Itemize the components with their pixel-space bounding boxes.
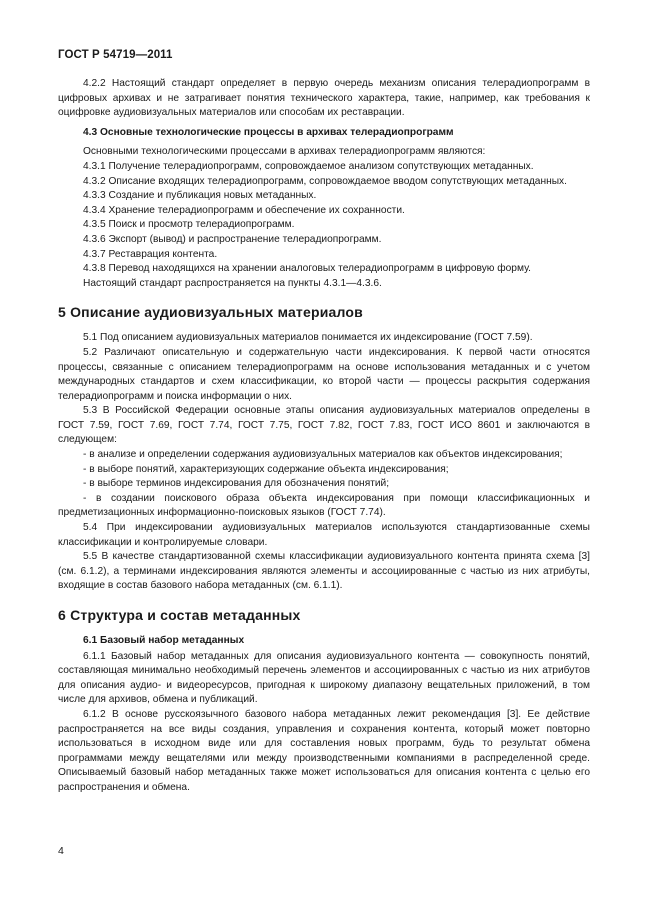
list-item-4-3-5: 4.3.5 Поиск и просмотр телерадиопрограмм.: [83, 219, 295, 231]
subsection-title-6-1: 6.1 Базовый набор метаданных: [83, 635, 245, 646]
section-title-6: 6 Структура и состав метаданных: [58, 607, 301, 623]
paragraph-4-3-outro: Настоящий стандарт распространяется на пункты 4.3.1—4.3.6.: [83, 277, 382, 289]
paragraph-6-1-1: 6.1.1 Базовый набор метаданных для описания аудиовизуального контента — совокупность понятий, составляющая минимально необходимый перечень элементов и ассоциированных с частью из них атрибутов для описания аудио- и видеоресурсов, пригодная к широкому диапазону вещательных приложений, в том числе для архивов, обмена и публикаций.: [58, 650, 590, 706]
list-item-5-3-c: - в выборе терминов индексирования для обозначения понятий;: [83, 478, 390, 490]
list-item-5-3-b: - в выборе понятий, характеризующих содержание объекта индексирования;: [83, 463, 449, 475]
paragraph-5-1: 5.1 Под описанием аудиовизуальных материалов понимается их индексирование (ГОСТ 7.59).: [83, 332, 533, 344]
list-item-5-3-d: - в создании поискового образа объекта индексирования при помощи классификационных и предметизационных информационно-поисковых языков (ГОСТ 7.74).: [58, 492, 590, 519]
paragraph-5-5: 5.5 В качестве стандартизованной схемы классификации аудиовизуального контента принята схема [3] (см. 6.1.2), а терминами индексирования являются элементы и ассоциированные с частью из них атрибуты, входящие в состав базового набора метаданных (см. 6.1.1).: [58, 551, 590, 592]
document-body: [58, 77, 590, 796]
list-item-4-3-4: 4.3.4 Хранение телерадиопрограмм и обеспечение их сохранности.: [83, 204, 405, 216]
list-item-4-3-8: 4.3.8 Перевод находящихся на хранении аналоговых телерадиопрограмм в цифровую форму.: [83, 263, 531, 275]
document-header: ГОСТ Р 54719—2011: [58, 49, 173, 61]
list-item-5-3-a: - в анализе и определении содержания аудиовизуальных материалов как объектов индексирования;: [83, 449, 563, 461]
paragraph-5-4: 5.4 При индексировании аудиовизуальных материалов используются стандартизованные схемы классификации и контролируемые словари.: [58, 522, 590, 548]
list-item-4-3-6: 4.3.6 Экспорт (вывод) и распространение телерадиопрограмм.: [83, 233, 382, 245]
paragraph-6-1-2: 6.1.2 В основе русскоязычного базового набора метаданных лежит рекомендация [3]. Ее действие распространяется на все виды создания, управления и сохранения контента, который может повторно использоваться в исходном виде или для составления новых программ, будь то результат обмена программами между вещателями или между производственными компаниями в распределенной среде. Описываемый базовый набор метаданных также может использоваться для описания контента с целью его распространения и обмена.: [58, 708, 590, 793]
page-number: 4: [58, 845, 64, 857]
paragraph-4-2-2: 4.2.2 Настоящий стандарт определяет в первую очередь механизм описания телерадиопрограмм в цифровых архивах и не затрагивает понятия технического характера, такие, например, как требования к оцифровке аудиовизуальных материалов или способам их реставрации.: [58, 78, 590, 119]
paragraph-5-3: 5.3 В Российской Федерации основные этапы описания аудиовизуальных материалов определены в ГОСТ 7.59, ГОСТ 7.69, ГОСТ 7.74, ГОСТ 7.75, ГОСТ 7.82, ГОСТ 7.83, ГОСТ ИСО 8601 и заключаются в следующем:: [58, 405, 590, 446]
list-item-4-3-1: 4.3.1 Получение телерадиопрограмм, сопровождаемое анализом сопутствующих метаданных.: [83, 160, 534, 172]
paragraph-4-3-intro: Основными технологическими процессами в архивах телерадиопрограмм являются:: [83, 146, 486, 158]
list-item-4-3-2: 4.3.2 Описание входящих телерадиопрограмм, сопровождаемое вводом сопутствующих метаданных.: [83, 175, 567, 187]
list-item-4-3-7: 4.3.7 Реставрация контента.: [83, 248, 218, 260]
subsection-title-4-3: 4.3 Основные технологические процессы в архивах телерадиопрограмм: [83, 126, 454, 138]
paragraph-5-2: 5.2 Различают описательную и содержательную части индексирования. К первой части относятся процессы, связанные с описанием телерадиопрограмм на основе использования метаданных и с учетом международных стандартов и схем классификации, ко второй части — процессы раскрытия содержания телерадиопрограмм и поиска информации о них.: [58, 346, 590, 402]
section-title-5: 5 Описание аудиовизуальных материалов: [58, 304, 363, 321]
list-item-4-3-3: 4.3.3 Создание и публикация новых метаданных.: [83, 190, 317, 202]
